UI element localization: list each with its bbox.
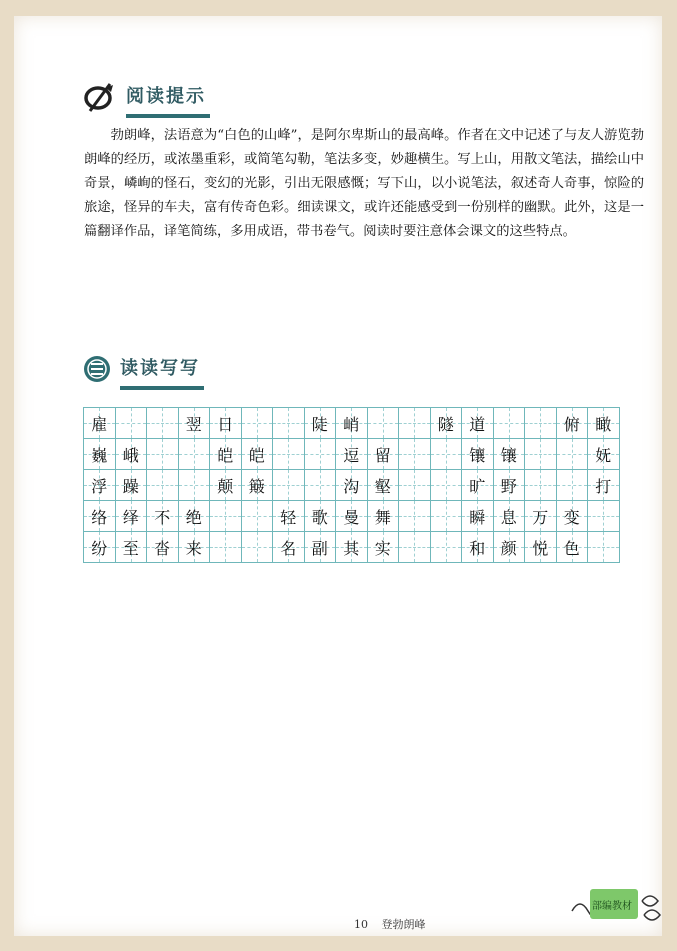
- grid-cell: [462, 408, 494, 439]
- grid-char: 副: [311, 538, 328, 558]
- grid-char: 逗: [343, 445, 360, 465]
- grid-char: 旷: [469, 476, 486, 496]
- grid-char: 不: [154, 507, 171, 527]
- grid-cell: [115, 408, 147, 439]
- grid-char: 万: [532, 507, 549, 527]
- grid-char: 峨: [122, 445, 139, 465]
- grid-cell: [462, 439, 494, 470]
- grid-cell: [273, 470, 305, 501]
- page-number: 10: [354, 918, 368, 931]
- grid-cell: [493, 408, 525, 439]
- grid-char: 变: [563, 507, 580, 527]
- grid-cell: [304, 408, 336, 439]
- grid-cell: [556, 439, 588, 470]
- grid-cell: [178, 470, 210, 501]
- read-write-icon: [82, 354, 112, 384]
- grid-cell: [430, 439, 462, 470]
- grid-cell: [84, 439, 116, 470]
- grid-char: 络: [91, 507, 108, 527]
- reading-tip-title: [126, 82, 206, 112]
- grid-cell: [178, 408, 210, 439]
- grid-cell: [430, 470, 462, 501]
- grid-cell: [178, 532, 210, 563]
- grid-char: 歌: [311, 507, 328, 527]
- grid-char: 簸: [248, 476, 265, 496]
- grid-char: 镶: [500, 445, 517, 465]
- grid-cell: [493, 470, 525, 501]
- grid-char: 瞰: [595, 414, 612, 434]
- grid-cell: [336, 439, 368, 470]
- grid-cell: [210, 439, 242, 470]
- grid-char: 壑: [374, 476, 391, 496]
- grid-cell: [178, 439, 210, 470]
- grid-cell: [115, 501, 147, 532]
- grid-cell: [241, 532, 273, 563]
- reading-tip-paragraph: 勃朗峰，法语意为“白色的山峰”，是阿尔卑斯山的最高峰。作者在文中记述了与友人游览勃朗峰的经历，或浓墨重彩，或简笔勾勒，笔法多变，妙趣横生。写上山，用散文笔法，描绘山中奇景，嶙峋的怪石，变幻的光影，引出无限感慨；写下山，以小说笔法，叙述奇人奇事，惊险的旅途，怪异的车夫，富有传奇色彩。细读课文，或许还能感受到一份别样的幽默。此外，这是一篇翻译作品，译笔简练，多用成语，带书卷气。阅读时要注意体会课文的这些特点。: [84, 128, 644, 239]
- grid-cell: [525, 439, 557, 470]
- grid-cell: [147, 501, 179, 532]
- grid-cell: [210, 408, 242, 439]
- grid-char: 息: [500, 507, 517, 527]
- grid-char: 实: [374, 538, 391, 558]
- grid-cell: [399, 501, 431, 532]
- grid-cell: [147, 408, 179, 439]
- grid-row: [84, 501, 620, 532]
- grid-cell: [367, 408, 399, 439]
- grid-cell: [399, 470, 431, 501]
- reading-tip-underline: [126, 114, 210, 118]
- grid-cell: [525, 532, 557, 563]
- grid-cell: [304, 439, 336, 470]
- grid-cell: [336, 532, 368, 563]
- grid-char: 悦: [532, 538, 549, 558]
- grid-char: 轻: [280, 507, 297, 527]
- grid-char: 陡: [311, 414, 328, 434]
- textbook-page: [14, 16, 662, 936]
- grid-char: 名: [280, 538, 297, 558]
- vocab-grid: [83, 407, 620, 563]
- grid-char: 巍: [91, 445, 108, 465]
- grid-cell: [462, 532, 494, 563]
- grid-cell: [304, 470, 336, 501]
- grid-char: 峭: [343, 414, 360, 434]
- grid-row: [84, 532, 620, 563]
- grid-cell: [367, 439, 399, 470]
- grid-cell: [399, 439, 431, 470]
- grid-cell: [273, 439, 305, 470]
- grid-cell: [430, 501, 462, 532]
- grid-cell: [556, 532, 588, 563]
- grid-char: 来: [185, 538, 202, 558]
- grid-cell: [588, 532, 620, 563]
- grid-cell: [556, 501, 588, 532]
- grid-char: 颠: [217, 476, 234, 496]
- grid-cell: [430, 532, 462, 563]
- grid-cell: [525, 408, 557, 439]
- grid-cell: [273, 532, 305, 563]
- grid-char: 浮: [91, 476, 108, 496]
- grid-cell: [241, 408, 273, 439]
- grid-cell: [462, 501, 494, 532]
- grid-char: 至: [122, 538, 139, 558]
- grid-char: 沟: [343, 476, 360, 496]
- grid-row: [84, 439, 620, 470]
- grid-cell: [367, 501, 399, 532]
- grid-cell: [588, 408, 620, 439]
- grid-cell: [588, 439, 620, 470]
- grid-cell: [462, 470, 494, 501]
- grid-cell: [399, 408, 431, 439]
- grid-char: 绎: [122, 507, 139, 527]
- grid-cell: [399, 532, 431, 563]
- grid-cell: [336, 470, 368, 501]
- grid-char: 雇: [91, 414, 108, 434]
- grid-cell: [273, 408, 305, 439]
- grid-cell: [525, 470, 557, 501]
- grid-cell: [147, 439, 179, 470]
- grid-cell: [241, 439, 273, 470]
- grid-cell: [304, 532, 336, 563]
- reading-tip-title-text: 阅读提示: [126, 86, 206, 107]
- grid-cell: [210, 501, 242, 532]
- grid-cell: [556, 408, 588, 439]
- grid-char: 皑: [248, 445, 265, 465]
- grid-char: 皑: [217, 445, 234, 465]
- grid-cell: [210, 470, 242, 501]
- grid-cell: [556, 470, 588, 501]
- reading-tip-header: [82, 78, 206, 116]
- grid-cell: [210, 532, 242, 563]
- grid-cell: [493, 532, 525, 563]
- grid-cell: [115, 439, 147, 470]
- grid-char: 打: [595, 476, 612, 496]
- grid-row: [84, 408, 620, 439]
- grid-cell: [241, 501, 273, 532]
- grid-char: 俯: [563, 414, 580, 434]
- grid-cell: [588, 501, 620, 532]
- publisher-stamp: [562, 881, 672, 931]
- grid-char: 野: [500, 476, 517, 496]
- grid-char: 妩: [595, 445, 612, 465]
- grid-cell: [273, 501, 305, 532]
- grid-cell: [115, 532, 147, 563]
- grid-cell: [115, 470, 147, 501]
- grid-char: 留: [374, 445, 391, 465]
- grid-char: 舞: [374, 507, 391, 527]
- grid-char: 其: [343, 538, 360, 558]
- grid-char: 翌: [185, 414, 202, 434]
- grid-cell: [367, 470, 399, 501]
- grid-cell: [525, 501, 557, 532]
- grid-char: 曼: [343, 507, 360, 527]
- grid-cell: [367, 532, 399, 563]
- grid-cell: [588, 470, 620, 501]
- grid-cell: [336, 501, 368, 532]
- grid-char: 躁: [122, 476, 139, 496]
- read-write-title-text: 读读写写: [120, 358, 200, 379]
- grid-cell: [84, 408, 116, 439]
- stamp-text: 部编教材: [592, 901, 632, 912]
- grid-cell: [304, 501, 336, 532]
- grid-cell: [493, 501, 525, 532]
- grid-char: 瞬: [469, 507, 486, 527]
- grid-char: 颜: [500, 538, 517, 558]
- read-write-title: [120, 354, 200, 384]
- grid-cell: [430, 408, 462, 439]
- grid-char: 和: [469, 538, 486, 558]
- grid-char: 纷: [91, 538, 108, 558]
- grid-char: 沓: [154, 538, 171, 558]
- page-footer: [354, 916, 436, 932]
- grid-cell: [336, 408, 368, 439]
- grid-cell: [84, 532, 116, 563]
- grid-char: 镶: [469, 445, 486, 465]
- read-write-header: [82, 350, 200, 388]
- grid-char: 色: [563, 538, 580, 558]
- grid-cell: [84, 501, 116, 532]
- grid-char: 道: [469, 414, 486, 434]
- read-write-underline: [120, 386, 204, 390]
- grid-cell: [241, 470, 273, 501]
- grid-cell: [493, 439, 525, 470]
- grid-cell: [178, 501, 210, 532]
- reading-tip-body: [84, 124, 644, 244]
- book-title: 登勃朗峰: [381, 918, 426, 931]
- grid-char: 日: [217, 414, 234, 434]
- grid-cell: [147, 470, 179, 501]
- grid-char: 隧: [437, 414, 454, 434]
- grid-cell: [84, 470, 116, 501]
- grid-cell: [147, 532, 179, 563]
- grid-row: [84, 470, 620, 501]
- grid-char: 绝: [185, 507, 202, 527]
- reading-tip-icon: [82, 82, 118, 112]
